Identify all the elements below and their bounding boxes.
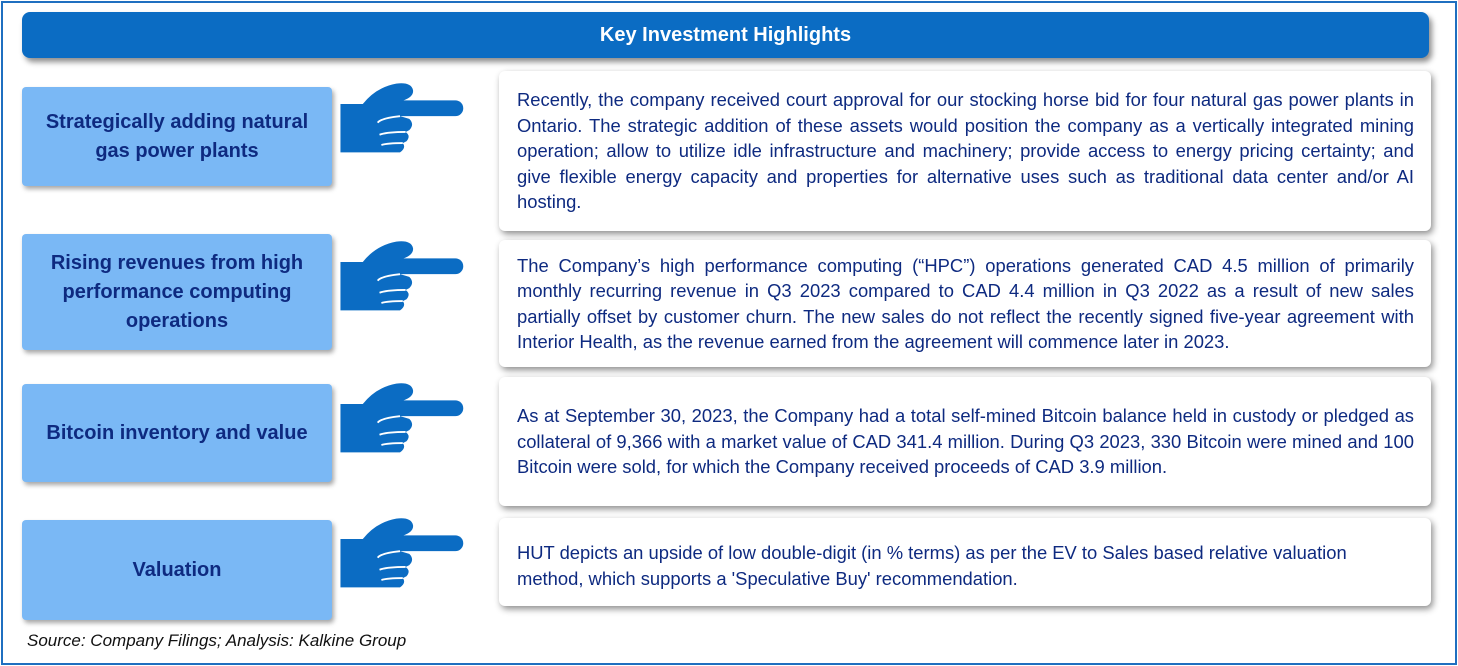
highlight-description-box: [499, 377, 1431, 506]
highlight-description-box: [499, 518, 1431, 606]
highlight-label: Valuation: [132, 558, 222, 581]
highlight-description: The Company’s high performance computing (“HPC”) operations generated CAD 4.5 million of primarily monthly recurring revenue in Q3 2023 compared to CAD 4.4 million in Q3 2022 as a result of new sales partially offset by customer churn. The new sales do not reflect the recently signed five-year agreement with Interior Health, as the revenue earned from the agreement will commence later in 2023.: [517, 254, 1414, 352]
highlight-label-box: [22, 384, 332, 482]
highlight-label-box: [22, 520, 332, 620]
highlight-description: Recently, the company received court approval for our stocking horse bid for four natural gas power plants in Ontario. The strategic addition of these assets would position the company as a vertically integrated mining operation; allow to utilize idle infrastructure and machinery; provide access to energy pricing certainty; and give flexible energy capacity and properties for alternative uses such as traditional data center and/or AI hosting.: [517, 89, 1414, 213]
highlight-description-box: [499, 71, 1431, 231]
pointing-hand-icon: [330, 236, 470, 316]
key-highlights-banner: [22, 12, 1429, 58]
highlight-label-box: [22, 87, 332, 186]
highlight-description: As at September 30, 2023, the Company had a total self-mined Bitcoin balance held in custody or pledged as collateral of 9,366 with a market value of CAD 341.4 million. During Q3 2023, 330 Bitcoin were mined and 100 Bitcoin were sold, for which the Company received proceeds of CAD 3.9 million.: [517, 405, 1414, 478]
pointing-hand-icon: [330, 513, 470, 593]
banner-title: Key Investment Highlights: [599, 23, 852, 46]
highlight-label-box: [22, 234, 332, 350]
pointing-hand-icon: [330, 378, 470, 458]
source-note: Source: Company Filings; Analysis: Kalkine Group: [27, 631, 407, 650]
highlight-label: Rising revenues from high performance computing operations: [50, 251, 304, 332]
highlight-label: Bitcoin inventory and value: [46, 421, 308, 444]
highlight-description: HUT depicts an upside of low double-digit (in % terms) as per the EV to Sales based relative valuation method, which supports a 'Speculative Buy' recommendation.: [517, 542, 1347, 589]
pointing-hand-icon: [330, 78, 470, 158]
highlight-description-box: [499, 240, 1431, 367]
highlight-label: Strategically adding natural gas power plants: [45, 110, 309, 162]
